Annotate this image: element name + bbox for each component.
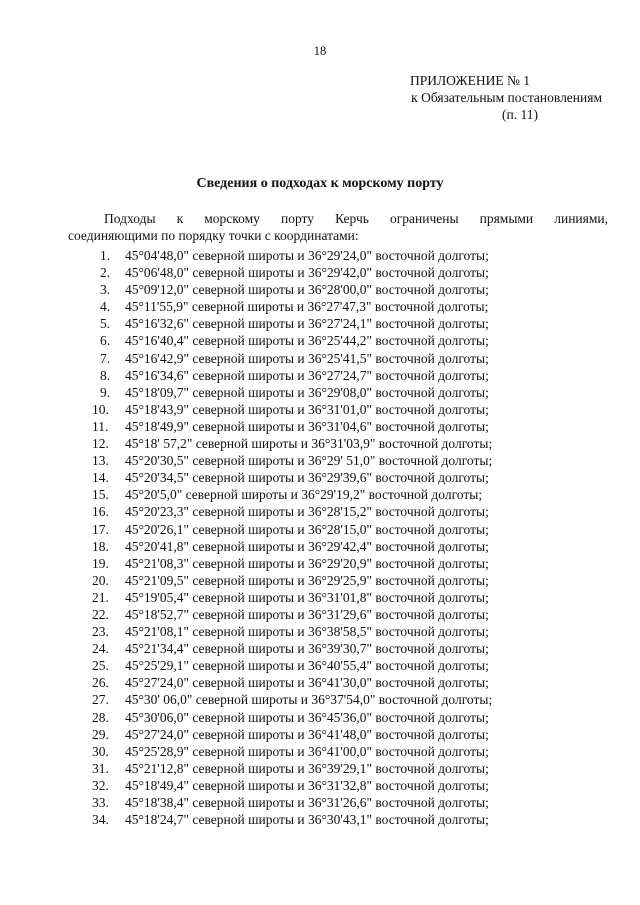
point-number: 4. (100, 299, 111, 315)
intro-word: Подходы (104, 211, 156, 226)
coordinate-point (100, 315, 492, 332)
point-number: 14. (92, 470, 109, 486)
point-number: 24. (92, 641, 109, 657)
point-coordinates: 45°18'38,4" северной широты и 36°31'26,6" восточной долготы; (125, 795, 489, 810)
point-coordinates: 45°16'32,6" северной широты и 36°27'24,1" восточной долготы; (125, 316, 489, 332)
point-number: 6. (100, 333, 111, 349)
point-number: 21. (92, 589, 109, 605)
point-number: 15. (92, 487, 109, 503)
coordinate-point (92, 794, 492, 811)
point-number: 32. (92, 777, 109, 793)
point-number: 25. (92, 658, 109, 674)
coordinate-point (92, 691, 493, 708)
point-number: 10. (92, 401, 109, 417)
point-coordinates: 45°27'24,0" северной широты и 36°41'48,0" восточной долготы; (125, 726, 489, 742)
point-coordinates: 45°30' 06,0" северной широты и 36°37'54,0" восточной долготы; (125, 692, 493, 708)
point-number: 12. (92, 436, 109, 452)
coordinate-point (92, 435, 493, 452)
appendix-title: ПРИЛОЖЕНИЕ № 1 (409, 73, 530, 88)
coordinate-point (100, 298, 492, 315)
point-coordinates: 45°18'52,7" северной широты и 36°31'29,6" восточной долготы; (125, 606, 489, 622)
intro-word: Керчь (335, 211, 369, 226)
point-coordinates: 45°20'26,1" северной широты и 36°28'15,0" восточной долготы; (125, 521, 489, 537)
coordinate-point (100, 281, 492, 298)
point-number: 33. (92, 795, 109, 810)
point-number: 3. (100, 282, 111, 298)
point-coordinates: 45°20'34,5" северной широты и 36°29'39,6" восточной долготы; (125, 470, 489, 486)
appendix-subtitle: к Обязательным постановлениям (411, 90, 602, 105)
page-number: 18 (313, 44, 327, 58)
point-number: 31. (92, 760, 109, 776)
point-coordinates: 45°30'06,0" северной широты и 36°45'36,0" восточной долготы; (125, 709, 489, 725)
point-coordinates: 45°09'12,0" северной широты и 36°28'00,0" восточной долготы; (125, 282, 489, 298)
intro-word: морскому (204, 211, 260, 226)
intro-first-line (68, 210, 608, 227)
point-coordinates: 45°21'08,1" северной широты и 36°38'58,5" восточной долготы; (125, 624, 489, 640)
point-coordinates: 45°25'28,9" северной широты и 36°41'00,0" восточной долготы; (125, 743, 489, 759)
point-coordinates: 45°06'48,0" северной широты и 36°29'42,0" восточной долготы; (125, 265, 489, 281)
document-heading: Сведения о подходах к морскому порту (196, 176, 444, 191)
point-number: 9. (100, 384, 111, 400)
point-coordinates: 45°19'05,4" северной широты и 36°31'01,8" восточной долготы; (125, 589, 489, 605)
point-coordinates: 45°18' 57,2" северной широты и 36°31'03,9" восточной долготы; (125, 436, 493, 452)
point-coordinates: 45°21'34,4" северной широты и 36°39'30,7" восточной долготы; (125, 641, 489, 657)
coordinate-point (92, 572, 492, 589)
point-coordinates: 45°04'48,0" северной широты и 36°29'24,0" восточной долготы; (125, 248, 489, 263)
coordinate-point (100, 332, 492, 349)
point-coordinates: 45°18'09,7" северной широты и 36°29'08,0" восточной долготы; (125, 384, 489, 400)
coordinate-point (92, 640, 492, 657)
point-coordinates: 45°16'42,9" северной широты и 36°25'41,5" восточной долготы; (125, 350, 489, 366)
coordinate-point (92, 657, 492, 674)
point-number: 23. (92, 624, 109, 640)
point-coordinates: 45°16'34,6" северной широты и 36°27'24,7" восточной долготы; (125, 367, 489, 383)
point-number: 27. (92, 692, 109, 708)
point-coordinates: 45°27'24,0" северной широты и 36°41'30,0" восточной долготы; (125, 675, 489, 691)
coordinate-point (92, 777, 492, 794)
coordinate-point (92, 674, 492, 691)
point-number: 29. (92, 726, 109, 742)
point-coordinates: 45°18'49,4" северной широты и 36°31'32,8" восточной долготы; (125, 777, 489, 793)
point-number: 34. (92, 812, 109, 828)
coordinate-point (92, 503, 492, 520)
point-coordinates: 45°21'09,5" северной широты и 36°29'25,9" восточной долготы; (125, 572, 489, 588)
point-number: 22. (92, 606, 109, 622)
coordinate-point (92, 623, 492, 640)
coordinate-point (100, 384, 492, 401)
point-coordinates: 45°20'41,8" северной широты и 36°29'42,4" восточной долготы; (125, 538, 489, 554)
point-number: 26. (92, 675, 109, 691)
point-number: 8. (100, 367, 111, 383)
intro-word: ограничены (389, 211, 459, 226)
point-number: 7. (100, 350, 111, 366)
coordinate-point (100, 367, 492, 384)
intro-word: порту (280, 211, 314, 226)
appendix-clause: (п. 11) (502, 107, 538, 122)
appendix-header (410, 72, 602, 123)
intro-word: прямыми (479, 211, 534, 226)
coordinate-point (100, 350, 492, 367)
coordinate-list (92, 247, 493, 828)
point-coordinates: 45°11'55,9" северной широты и 36°27'47,3" восточной долготы; (125, 299, 489, 315)
coordinate-point (92, 469, 492, 486)
point-number: 5. (100, 316, 111, 332)
point-coordinates: 45°20'5,0" северной широты и 36°29'19,2" восточной долготы; (125, 487, 483, 503)
point-number: 19. (92, 555, 109, 571)
coordinate-point (92, 538, 492, 555)
point-coordinates: 45°25'29,1" северной широты и 36°40'55,4" восточной долготы; (125, 658, 489, 674)
coordinate-point (92, 811, 492, 828)
point-coordinates: 45°20'30,5" северной широты и 36°29' 51,0" восточной долготы; (125, 453, 493, 469)
point-coordinates: 45°20'23,3" северной широты и 36°28'15,2" восточной долготы; (125, 504, 489, 520)
point-coordinates: 45°16'40,4" северной широты и 36°25'44,2" восточной долготы; (125, 333, 489, 349)
coordinate-point (100, 264, 492, 281)
coordinate-point (92, 760, 492, 777)
intro-paragraph (68, 210, 608, 244)
point-number: 28. (92, 709, 109, 725)
coordinate-point (92, 709, 492, 726)
coordinate-point (92, 743, 492, 760)
point-coordinates: 45°18'24,7" северной широты и 36°30'43,1" восточной долготы; (125, 812, 489, 828)
point-coordinates: 45°21'12,8" северной широты и 36°39'29,1" восточной долготы; (125, 760, 489, 776)
coordinate-point (92, 521, 492, 538)
point-number: 20. (92, 572, 109, 588)
coordinate-point (92, 555, 492, 572)
intro-word: линиями, (554, 211, 608, 226)
coordinate-point (92, 486, 492, 503)
point-number: 11. (92, 418, 109, 434)
point-number: 16. (92, 504, 109, 520)
coordinate-point (92, 401, 492, 418)
point-number: 1. (100, 248, 111, 263)
point-coordinates: 45°18'49,9" северной широты и 36°31'04,6" восточной долготы; (125, 418, 489, 434)
point-coordinates: 45°18'43,9" северной широты и 36°31'01,0" восточной долготы; (125, 401, 489, 417)
intro-word: к (176, 211, 184, 226)
coordinate-point (92, 418, 492, 435)
coordinate-point (92, 606, 492, 623)
coordinate-point (92, 589, 492, 606)
coordinate-point (100, 247, 492, 264)
point-number: 18. (92, 538, 109, 554)
point-number: 13. (92, 453, 109, 469)
point-number: 17. (92, 521, 109, 537)
coordinate-point (92, 726, 492, 743)
intro-second-line: соединяющими по порядку точки с координатами: (68, 228, 359, 243)
point-number: 30. (92, 743, 109, 759)
coordinate-point (92, 452, 493, 469)
point-number: 2. (100, 265, 111, 281)
point-coordinates: 45°21'08,3" северной широты и 36°29'20,9" восточной долготы; (125, 555, 489, 571)
